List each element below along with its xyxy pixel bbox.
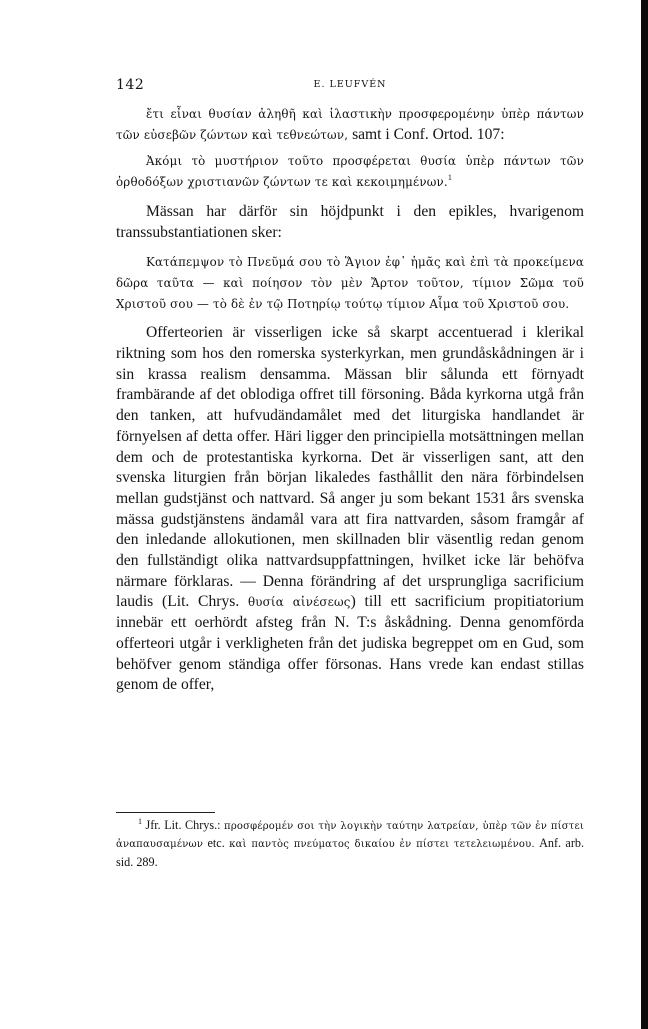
greek-term: θυσία αἰνέσεως — [247, 595, 351, 610]
footnote-text-b: etc. — [207, 836, 225, 851]
footnote-divider — [116, 812, 215, 813]
footnote-text-c: Anf. arb. sid. 289. — [116, 836, 585, 869]
footnote-text-a: Jfr. Lit. Chrys.: — [145, 818, 221, 832]
paragraph-5 — [116, 323, 584, 696]
footnote-greek-2: καὶ παντὸς πνεύματος δικαίου ἐν πίστει τετελειωμένου. — [229, 839, 535, 851]
paragraph-4 — [116, 252, 584, 314]
greek-quotation: Ἀκόμι τὸ μυστήριον τοῦτο προσφέρεται θυσία ὑπὲρ πάντων τῶν ὀρθοδόξων χριστιανῶν ζώντων τε καὶ κεκοιμημένων. — [116, 154, 584, 190]
paragraph-5-part-b: ) till ett sacrificium propitiatorium innebär ett oerhördt afsteg från N. T:s åskådning. Denna genomförda offerteori utgår i verkligheten från det judiska begreppet om en Gud, som behöfver genom ständiga offer försonas. Hans vrede kan endast stillas genom de offer, — [116, 593, 584, 694]
greek-quotation: ἔτι εἶναι θυσίαν ἀληθῆ καὶ ἱλαστικὴν προσφερομένην ὑπὲρ πάντων τῶν εὐσεβῶν ζώντων καὶ τεθνεώτων, — [116, 107, 584, 142]
page-number: 142 — [116, 77, 145, 93]
greek-epiclesis: Κατάπεμψον τὸ Πνεῦμά σου τὸ Ἅγιον ἐφ᾽ ἡμᾶς καὶ ἐπὶ τὰ προκείμενα δῶρα ταῦτα — καὶ ποίησον τὸν μὲν Ἄρτον τοῦτον, τίμιον Σῶμα τοῦ Χριστοῦ σου — τὸ δὲ ἐν τῷ Ποτηρίῳ τούτῳ τίμιον Αἷμα τοῦ Χριστοῦ σου. — [116, 255, 584, 311]
footnote-reference: 1 — [447, 172, 452, 182]
footnote-marker: 1 — [138, 816, 142, 826]
paragraph-2 — [116, 151, 584, 192]
scan-edge-bar — [641, 0, 648, 1029]
paragraph-5-part-a: Offerteorien är visserligen icke så skarpt accentuerad i klerikal riktning som hos den romerska systerkyrkan, men grundåskådningen är i sin krassa realism densamma. Mässan blir sålunda ett förnyadt frambärande af det oblodiga offret till försoning. Båda kyrkorna utgå från den tanken, att hufvudändamålet med det liturgiska handlandet är förnyelsen af detta offer. Häri ligger den principiella motsättningen mellan dem och de protestantiska kyrkorna. Det är visserligen sant, att den svenska liturgien från början likaledes fasthållit den nära förbindelsen mellan gudstjänst och nattvard. Så anger ju som bekant 1531 års svenska mässa gudstjänstens ändamål vara att fira nattvarden, såsom framgår af den inledande allokutionen, men skillnaden blir väsentlig redan genom den fullständigt olika nattvardsuppfattningen, hvilket icke lär behöfva närmare förklaras. — Denna förändring af det ursprungliga sacrificium laudis (Lit. Chrys. — [116, 324, 584, 611]
footnote — [116, 817, 584, 871]
paragraph-1 — [116, 104, 584, 145]
running-head: E. LEUFVÉN — [313, 79, 387, 90]
footnote-greek: προσφέρομέν σοι τὴν λογικὴν ταύτην λατρείαν, ὑπὲρ τῶν ἐν πίστει ἀναπαυσαμένων — [116, 821, 585, 851]
paragraph-1-latin: samt i Conf. Ortod. 107: — [352, 125, 505, 143]
paragraph-3: Mässan har därför sin höjdpunkt i den epikles, hvarigenom transsubstantiationen sker: — [116, 202, 584, 241]
page-header — [116, 77, 584, 97]
main-text — [116, 104, 584, 696]
